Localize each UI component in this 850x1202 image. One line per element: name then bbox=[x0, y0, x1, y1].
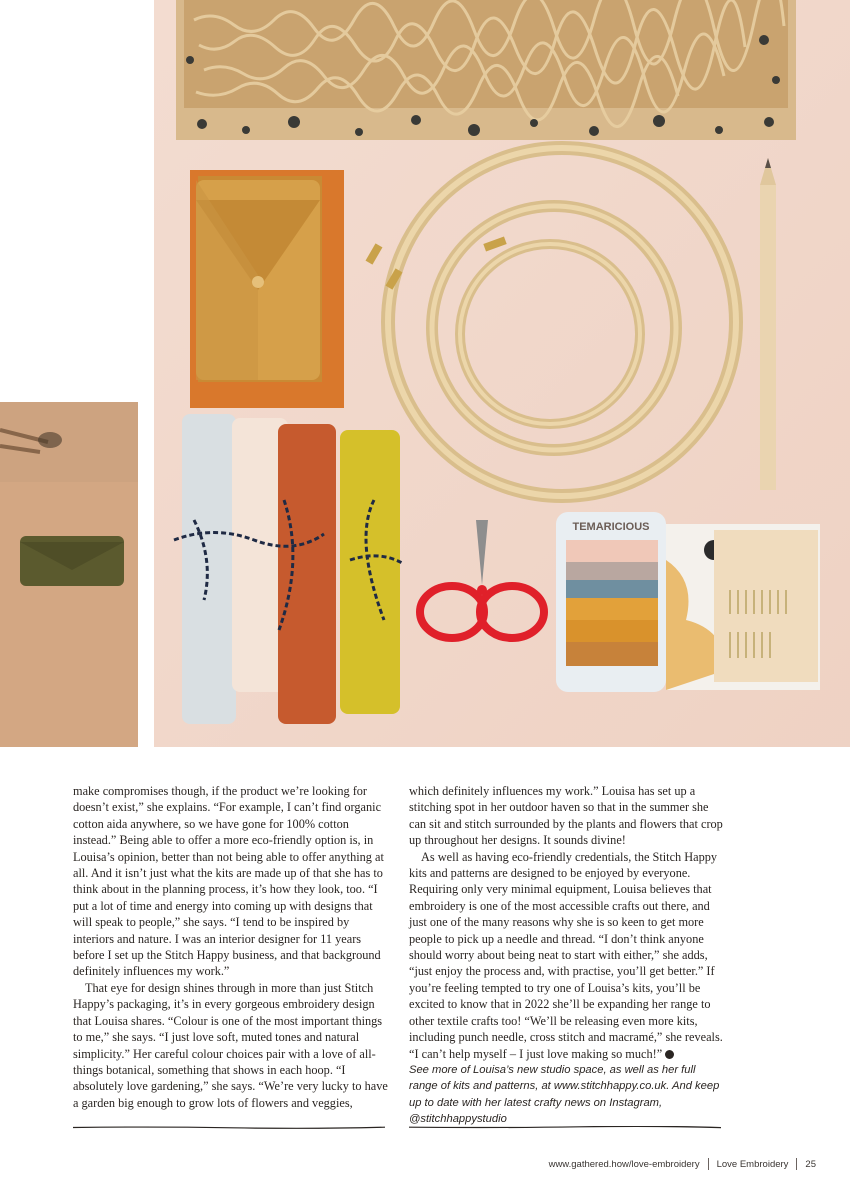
craft-flatlay-illustration bbox=[154, 0, 850, 747]
thread-card bbox=[556, 512, 666, 692]
page-footer bbox=[549, 1158, 816, 1170]
article-credit: See more of Louisa’s new studio space, as well as her full range of kits and patterns, at www.stitchhappy.co.uk. And keep up to date with her latest crafty news on Instagram, @stitchhappystudio bbox=[409, 1063, 720, 1126]
end-mark-icon bbox=[665, 1050, 674, 1059]
article-paragraph: As well as having eco-friendly credentials, the Stitch Happy kits and patterns are designed to be enjoyed by everyone. Requiring only very minimal equipment, Louisa believes that embroidery is one of the most accessible crafts out there, and just one of the many reasons why she is so keen to get more people to pick up a needle and thread. “I don’t think anyone should worry about being neat to start with either,” she adds, “just enjoy the process and, with practise, you’ll get better.” If you’re feeling tempted to try one of Louisa’s kits, you’ll be excited to know that in 2022 she’ll be expanding her range to other textile crafts too! “We’ll be releasing even more kits, including punch needle, cross stitch and macramé,” she reveals. “I can’t help myself – I just love making so much!” bbox=[409, 849, 723, 1061]
main-photo bbox=[154, 0, 850, 747]
article-column-right bbox=[409, 783, 727, 1128]
pencil bbox=[760, 158, 776, 490]
footer-divider bbox=[708, 1158, 709, 1170]
article-paragraph: That eye for design shines through in more than just Stitch Happy’s packaging, it’s in every gorgeous embroidery design that Louisa shares. “Colour is one of the most important things to me,” she says. “I just love soft, muted tones and natural simplicity.” Her careful colour choices pair with a love of all-things botanical, something that shows in each hoop. “I absolutely love gardening,” she says. “We’re very lucky to have a garden big enough to grow lots of flowers and veggies, bbox=[73, 980, 388, 1110]
footer-divider bbox=[796, 1158, 797, 1170]
article-paragraph: make compromises though, if the product we’re looking for doesn’t exist,” she explains. “For example, I can’t find organic cotton aida anywhere, so we have gone for 100% cotton instead.” Being able to offer a more eco-friendly option is, in Louisa’s opinion, better than not being able to offer anything at all. And it isn’t just what the kits are made up of that she has to think about in the planning process, it’s how they look, too. “I put a lot of time and energy into coming up with designs that will speak to people,” she says. “I tend to be inspired by interiors and nature. I was an interior designer for 11 years before I set up the Stitch Happy business, and that background definitely influences my work.” bbox=[73, 784, 384, 979]
column-divider-rule bbox=[73, 1126, 385, 1129]
article-paragraph: which definitely influences my work.” Louisa has set up a stitching spot in her outdoor haven so that in the summer she can sit and stitch surrounded by the plants and flowers that crop up throughout her designs. It sounds divine! bbox=[409, 784, 723, 848]
page-number: 25 bbox=[805, 1158, 816, 1170]
packaging-box bbox=[176, 0, 796, 140]
article-column-left bbox=[73, 783, 391, 1111]
leather-pouch bbox=[190, 170, 344, 408]
needle-booklet bbox=[666, 524, 820, 690]
fabric-rolls bbox=[174, 414, 404, 724]
side-photo bbox=[0, 402, 138, 747]
footer-magazine-name: Love Embroidery bbox=[716, 1158, 789, 1170]
column-divider-rule bbox=[409, 1126, 721, 1129]
wooden-desk-illustration bbox=[0, 402, 138, 747]
card-brand-label: TEMARICIOUS bbox=[572, 521, 650, 533]
footer-url[interactable]: www.gathered.how/love-embroidery bbox=[548, 1158, 700, 1170]
